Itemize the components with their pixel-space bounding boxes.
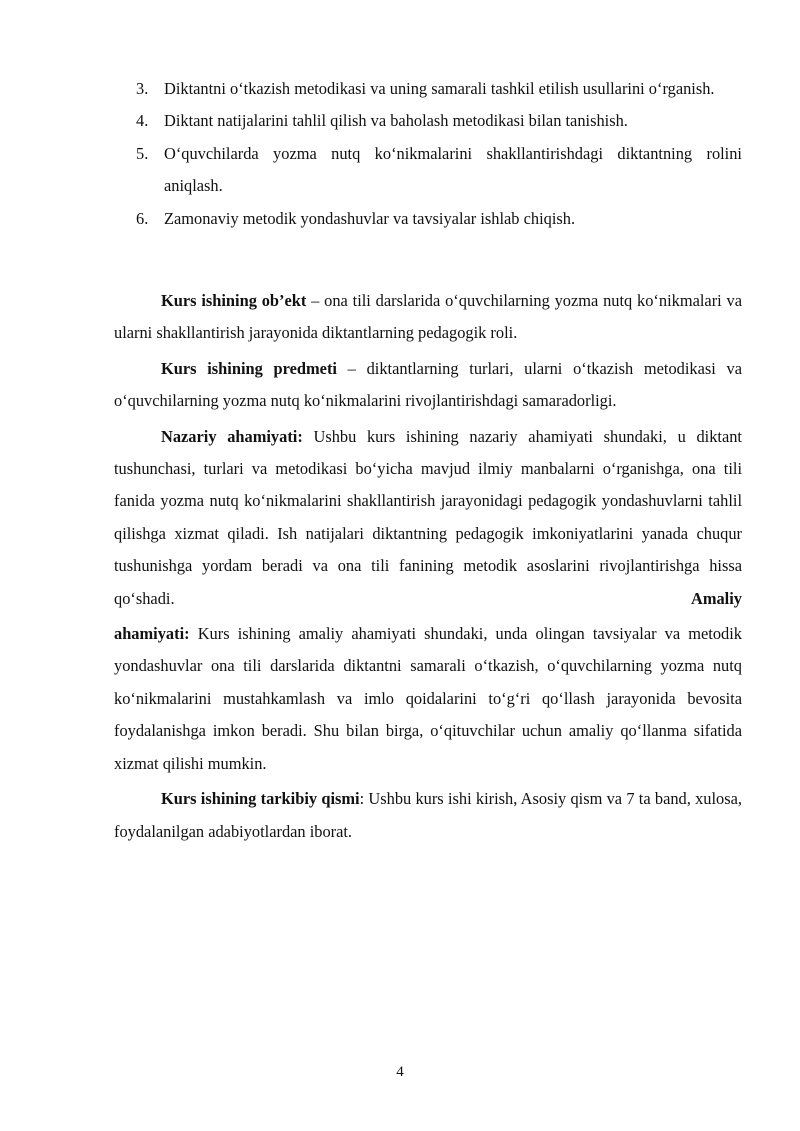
list-item xyxy=(136,73,742,105)
structure-paragraph xyxy=(114,783,742,848)
practical-paragraph xyxy=(114,618,742,780)
practical-text: Kurs ishining amaliy ahamiyati shundaki, unda olingan tavsiyalar va metodik yondashuvlar ona tili darslarida diktantni samarali o‘tkazish, o‘quvchilarning yozma nutq ko‘nikmalarini mustahkamlash va imlo qoidalarini to‘g‘ri qo‘llash jarayonida bevosita foydalanishga imkon beradi. Shu bilan birga, o‘qituvchilar uchun amaliy qo‘llanma sifatida xizmat qilishi mumkin. xyxy=(114,624,742,773)
subject-label: Kurs ishining predmeti xyxy=(161,358,337,378)
object-paragraph xyxy=(114,285,742,350)
list-item xyxy=(136,138,742,203)
list-item xyxy=(136,203,742,235)
list-item-number: 4. xyxy=(136,111,149,131)
list-item-number: 3. xyxy=(136,79,149,98)
list-item xyxy=(136,105,742,137)
list-item-number: 5. xyxy=(136,143,149,163)
list-item-number: 6. xyxy=(136,208,149,228)
list-item-text: O‘quvchilarda yozma nutq ko‘nikmalarini shakllantirishdagi diktantning rolini aniqlash. xyxy=(164,143,742,196)
list-item-text: Diktantni o‘tkazish metodikasi va uning samarali tashkil etilish usullarini o‘rganish. xyxy=(164,79,715,98)
structure-text: : Ushbu kurs ishi kirish, Asosiy qism va 7 ta band, xulosa, foydalanilgan adabiyotlardan iborat. xyxy=(114,789,742,841)
page-number: 4 xyxy=(396,1064,404,1080)
theoretical-paragraph xyxy=(114,421,742,615)
objectives-list xyxy=(136,73,742,235)
theoretical-label: Nazariy ahamiyati: xyxy=(161,426,303,446)
structure-label: Kurs ishining tarkibiy qismi xyxy=(161,789,360,809)
theoretical-text: Ushbu kurs ishining nazariy ahamiyati shundaki, u diktant tushunchasi, turlari va metodikasi bo‘yicha mavjud ilmiy manbalarni o‘rganishga, ona tili fanida yozma nutq ko‘nikmalarini shakllantirish jarayonidagi pedagogik yondashuvlarni tahlil qilishga xizmat qiladi. Ish natijalari diktantning pedagogik imkoniyatlarini yanada chuqur tushunishga yordam beradi va ona tili fanining metodik asoslarini rivojlantirishga hissa qo‘shadi. xyxy=(114,426,742,608)
object-label: Kurs ishining ob’ekt xyxy=(161,291,307,310)
practical-label-part1: Amaliy xyxy=(691,588,742,608)
subject-paragraph xyxy=(114,353,742,418)
practical-label-part2: ahamiyati: xyxy=(114,624,190,644)
list-item-text: Zamonaviy metodik yondashuvlar va tavsiyalar ishlab chiqish. xyxy=(164,208,576,228)
list-item-text: Diktant natijalarini tahlil qilish va baholash metodikasi bilan tanishish. xyxy=(164,111,628,131)
body-text xyxy=(114,285,742,851)
subject-text: – diktantlarning turlari, ularni o‘tkazish metodikasi va o‘quvchilarning yozma nutq ko‘nikmalarini rivojlantirishdagi samaradorligi. xyxy=(114,358,742,411)
object-text: – ona tili darslarida o‘quvchilarning yozma nutq ko‘nikmalari va ularni shakllantirish jarayonida diktantlarning pedagogik roli. xyxy=(114,291,742,343)
